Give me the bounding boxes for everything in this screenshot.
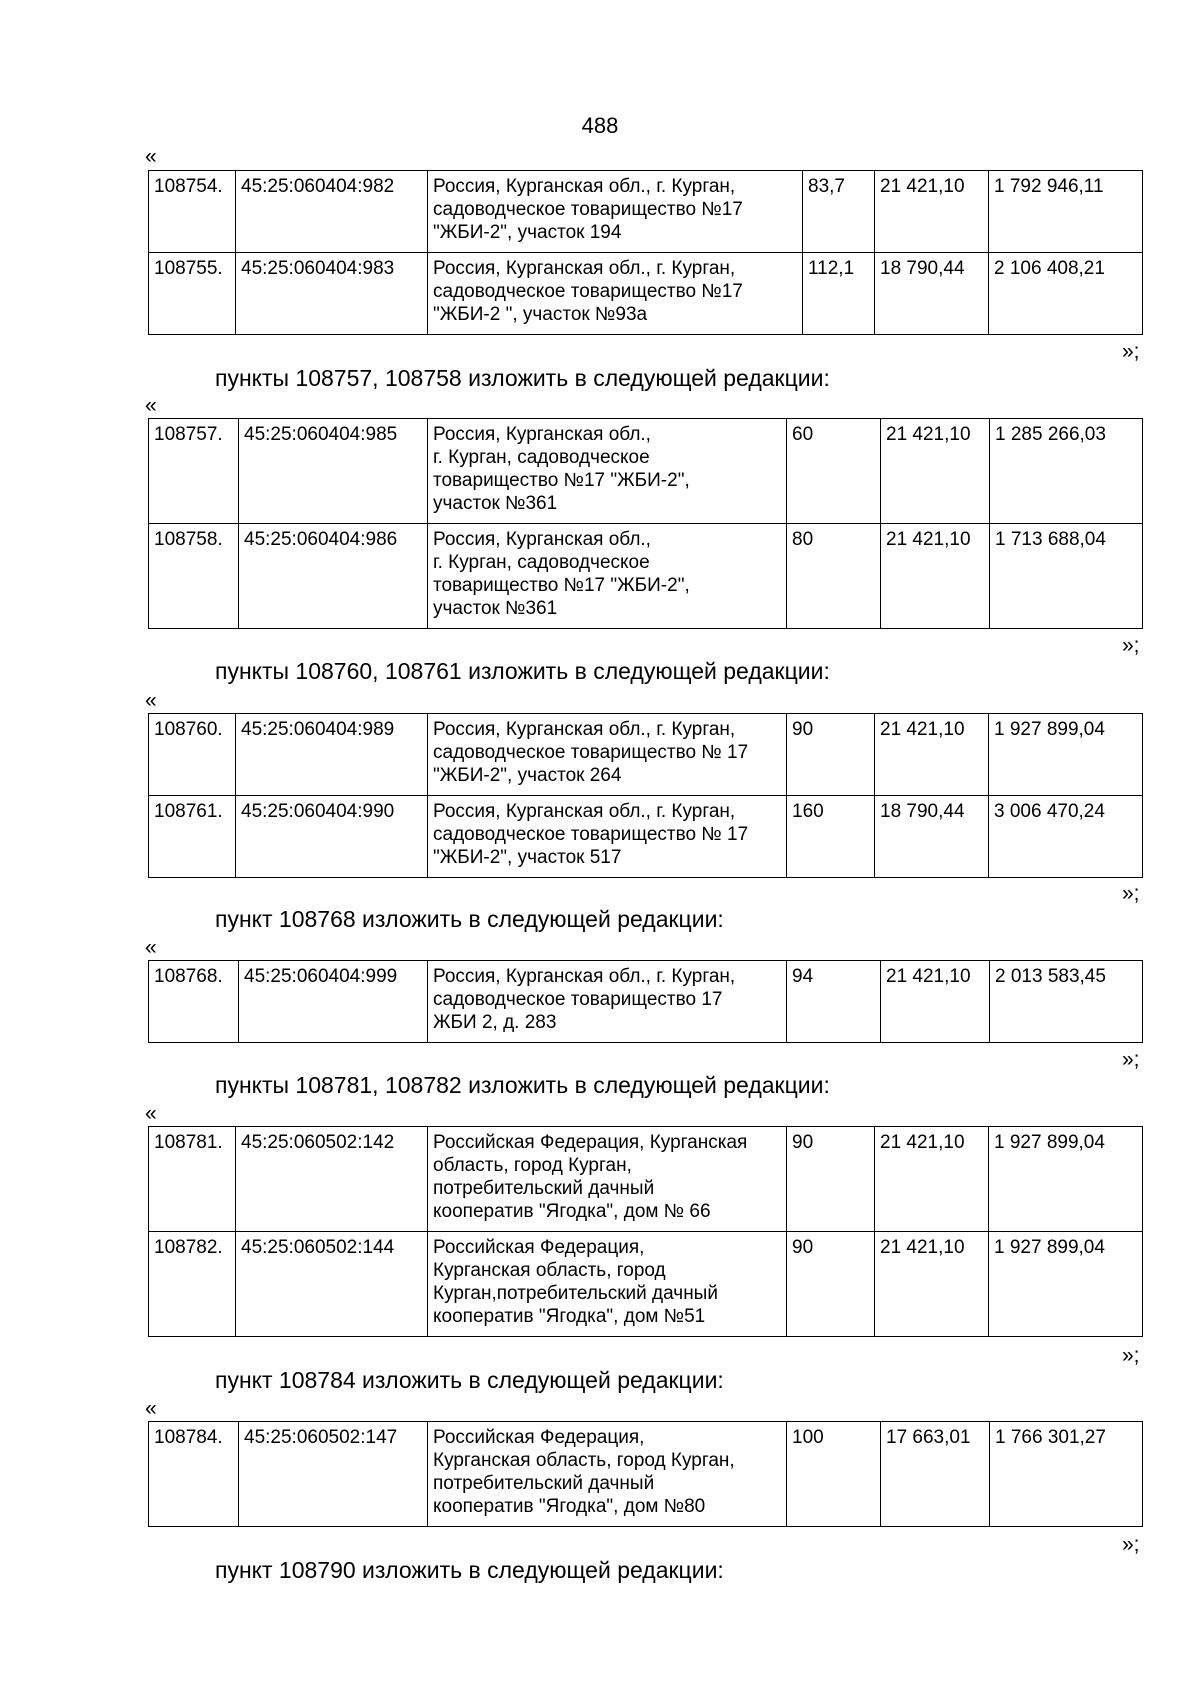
instruction-text: пункты 108781, 108782 изложить в следующей редакции: [215,1072,830,1098]
cadastral-number: 45:25:060502:144 [236,1232,428,1337]
table-row [149,171,1143,253]
cadastral-number: 45:25:060404:989 [236,714,428,796]
address: Россия, Курганская обл., г. Курган, садоводческое товарищество №17 "ЖБИ-2", участок №361 [428,524,787,629]
cadastral-value: 1 927 899,04 [989,1232,1143,1337]
area: 90 [787,1232,875,1337]
cadastral-number: 45:25:060404:990 [236,796,428,878]
area: 60 [787,419,881,524]
opening-quote: « [145,689,157,712]
address: Российская Федерация, Курганская область, город Курган, потребительский дачный кооператив "Ягодка", дом №80 [428,1422,787,1527]
table-row [149,419,1143,524]
rate: 21 421,10 [875,1127,989,1232]
area: 83,7 [803,171,875,253]
rate: 21 421,10 [881,524,990,629]
row-number: 108754. [149,171,236,253]
rate: 21 421,10 [881,961,990,1043]
cadastral-number: 45:25:060404:986 [239,524,428,629]
closing-quote: »; [1122,1533,1140,1556]
cadastral-value: 1 285 266,03 [990,419,1143,524]
cadastral-value: 1 766 301,27 [990,1422,1143,1527]
row-number: 108760. [149,714,236,796]
cadastral-number: 45:25:060404:999 [239,961,428,1043]
address: Российская Федерация, Курганская область, город Курган,потребительский дачный кооператив "Ягодка", дом №51 [428,1232,787,1337]
table-row [149,961,1143,1043]
closing-quote: »; [1122,634,1140,657]
rate: 18 790,44 [875,796,989,878]
registry-table [148,713,1143,878]
opening-quote: « [145,936,157,959]
instruction-text: пункт 108784 изложить в следующей редакции: [215,1367,724,1393]
rate: 21 421,10 [881,419,990,524]
cadastral-number: 45:25:060502:147 [239,1422,428,1527]
registry-table [148,960,1143,1043]
table-row [149,1232,1143,1337]
row-number: 108768. [149,961,239,1043]
opening-quote: « [145,394,157,417]
instruction-text: пункт 108768 изложить в следующей редакции: [215,906,724,932]
table-row [149,1422,1143,1527]
cadastral-number: 45:25:060404:985 [239,419,428,524]
area: 112,1 [803,253,875,335]
cadastral-value: 1 927 899,04 [989,714,1143,796]
table-row [149,796,1143,878]
area: 90 [787,714,875,796]
address: Россия, Курганская обл., г. Курган, садоводческое товарищество № 17 "ЖБИ-2", участок 517 [428,796,787,878]
registry-table [148,1126,1143,1337]
cadastral-value: 2 106 408,21 [989,253,1143,335]
row-number: 108757. [149,419,239,524]
address: Российская Федерация, Курганская область, город Курган, потребительский дачный кооператив "Ягодка", дом № 66 [428,1127,787,1232]
table-row [149,524,1143,629]
opening-quote: « [145,1397,157,1420]
rate: 17 663,01 [881,1422,990,1527]
cadastral-value: 2 013 583,45 [990,961,1143,1043]
cadastral-number: 45:25:060404:982 [236,171,428,253]
address: Россия, Курганская обл., г. Курган, садоводческое товарищество №17 "ЖБИ-2", участок 194 [428,171,803,253]
page-number: 488 [581,113,619,138]
row-number: 108755. [149,253,236,335]
row-number: 108761. [149,796,236,878]
table-row [149,714,1143,796]
closing-quote: »; [1122,882,1140,905]
rate: 21 421,10 [875,171,989,253]
registry-table [148,1421,1143,1527]
row-number: 108781. [149,1127,236,1232]
area: 94 [787,961,881,1043]
rate: 21 421,10 [875,1232,989,1337]
row-number: 108782. [149,1232,236,1337]
opening-quote: « [145,1102,157,1125]
cadastral-value: 3 006 470,24 [989,796,1143,878]
cadastral-value: 1 927 899,04 [989,1127,1143,1232]
rate: 21 421,10 [875,714,989,796]
cadastral-value: 1 792 946,11 [989,171,1143,253]
rate: 18 790,44 [875,253,989,335]
cadastral-value: 1 713 688,04 [990,524,1143,629]
closing-quote: »; [1122,1048,1140,1071]
area: 100 [787,1422,881,1527]
closing-quote: »; [1122,340,1140,363]
instruction-text: пункт 108790 изложить в следующей редакции: [215,1557,724,1583]
area: 90 [787,1127,875,1232]
table-row [149,253,1143,335]
address: Россия, Курганская обл., г. Курган, садоводческое товарищество № 17 "ЖБИ-2", участок 264 [428,714,787,796]
closing-quote: »; [1122,1344,1140,1367]
address: Россия, Курганская обл., г. Курган, садоводческое товарищество №17 "ЖБИ-2", участок №361 [428,419,787,524]
cadastral-number: 45:25:060404:983 [236,253,428,335]
address: Россия, Курганская обл., г. Курган, садоводческое товарищество 17 ЖБИ 2, д. 283 [428,961,787,1043]
instruction-text: пункты 108760, 108761 изложить в следующей редакции: [215,658,830,684]
table-row [149,1127,1143,1232]
area: 80 [787,524,881,629]
opening-quote: « [145,145,157,168]
address: Россия, Курганская обл., г. Курган, садоводческое товарищество №17 "ЖБИ-2 ", участок №93а [428,253,803,335]
cadastral-number: 45:25:060502:142 [236,1127,428,1232]
row-number: 108784. [149,1422,239,1527]
registry-table [148,418,1143,629]
instruction-text: пункты 108757, 108758 изложить в следующей редакции: [215,365,830,391]
registry-table [148,170,1143,335]
row-number: 108758. [149,524,239,629]
area: 160 [787,796,875,878]
